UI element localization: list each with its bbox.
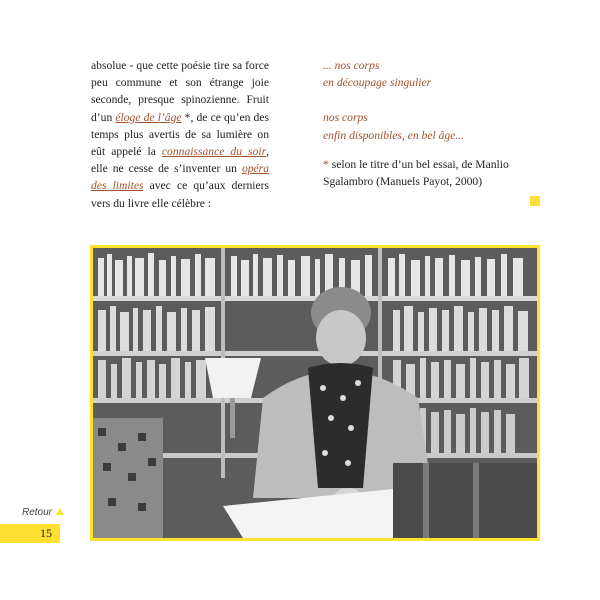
return-label[interactable]: Retour [22,507,53,518]
text-segment: *, de ce qu’en des temps plus avertis de sa lumière on eût appelé la [91,110,269,159]
body-text-left [91,57,269,212]
page-number: 15 [0,524,60,543]
emphasis-connaissance-du-soir: connaissance du soir [161,145,267,159]
photo-illustration [93,248,537,538]
poem-line: ... nos corps [323,59,380,72]
text-segment: absolue - que cette poésie tire sa force peu commune et son étrange joie seconde, presque spinozienne. Fruit d’un [91,59,269,124]
poem-line: enfin disponibles, en bel âge... [323,128,465,142]
emphasis-opera-des-limites: opéra des limites [91,162,269,193]
body-text-right [323,57,543,190]
text-segment: , elle ne cesse de s’inventer un [91,145,269,176]
poem-line: nos corps [323,111,368,125]
footnote [323,156,543,190]
decorative-square [530,196,540,206]
triangle-up-icon[interactable] [56,508,64,515]
emphasis-eloge-de-lage: éloge de l’âge [115,110,182,124]
footnote-star: * [323,157,329,171]
footnote-text: selon le titre d’un bel essai, de Manlio Sgalambro (Manuels Payot, 2000) [323,157,509,189]
photo-woman-writing-at-bookshelf [93,248,537,538]
poem-line: en découpage singulier [323,76,432,90]
text-segment: avec ce qu’aux derniers vers du livre elle célèbre : [91,179,269,210]
return-link[interactable] [22,507,64,518]
photo-frame [90,245,540,541]
